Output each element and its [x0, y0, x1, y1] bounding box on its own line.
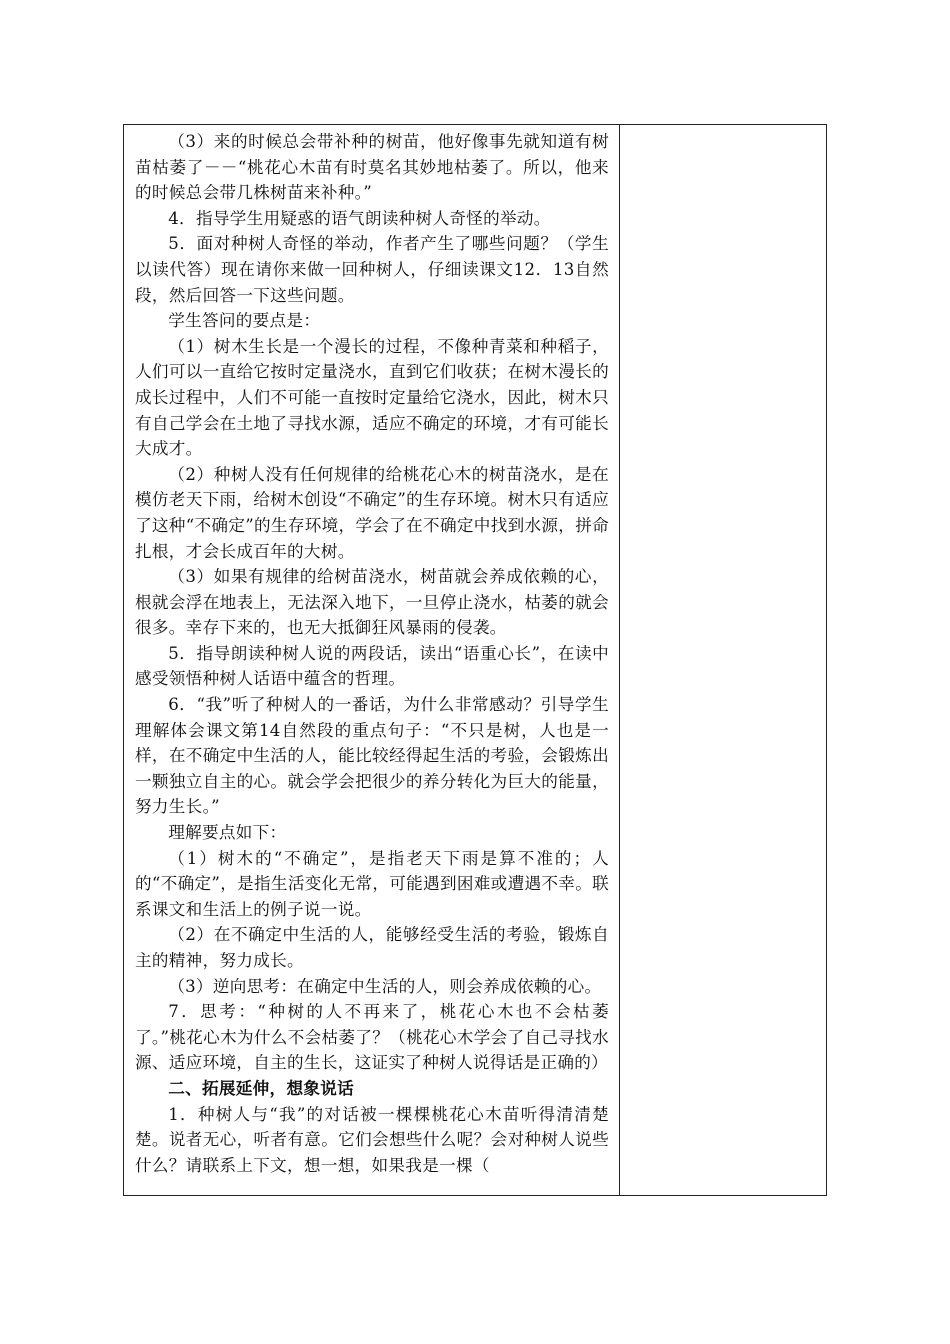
paragraph: （2）在不确定中生活的人，能够经受生活的考验，锻炼自主的精神，努力成长。	[135, 925, 609, 970]
paragraph: （1）树木的“不确定”，是指老天下雨是算不准的；人的“不确定”，是指生活变化无常，可能遇到困难或遭遇不幸。联系课文和生活上的例子说一说。	[135, 848, 609, 919]
lesson-content-cell	[124, 125, 619, 1195]
section-heading: 二、拓展延伸，想象说话	[168, 1077, 355, 1098]
paragraph: （1）树木生长是一个漫长的过程，不像种青菜和种稻子，人们可以一直给它按时定量浇水，直到它们收获；在树木漫长的成长过程中，人们不可能一直按时定量给它浇水，因此，树木只有自己学会在土地了寻找水源，适应不确定的环境，才有可能长大成才。	[135, 336, 609, 459]
paragraph: （3）如果有规律的给树苗浇水，树苗就会养成依赖的心，根就会浮在地表上，无法深入地下，一旦停止浇水，枯萎的就会很多。幸存下来的，也无大抵御狂风暴雨的侵袭。	[135, 567, 609, 638]
paragraph: 5．面对种树人奇怪的举动，作者产生了哪些问题？（学生以读代答）现在请你来做一回种树人，仔细读课文12．13自然段，然后回答一下这些问题。	[135, 234, 609, 305]
paragraph: 7．思考：“种树的人不再来了，桃花心木也不会枯萎了。”桃花心木为什么不会枯萎了？（桃花心木学会了自己寻找水源、适应环境，自主的生长，这证实了种树人说得话是正确的）	[135, 1002, 609, 1073]
paragraph: （2）种树人没有任何规律的给桃花心木的树苗浇水，是在模仿老天下雨，给树木创设“不确定”的生存环境。树木只有适应了这种“不确定”的生存环境，学会了在不确定中找到水源，拼命扎根，才会长成百年的大树。	[135, 464, 609, 561]
paragraph: 1．种树人与“我”的对话被一棵棵桃花心木苗听得清清楚楚。说者无心，听者有意。它们会想些什么呢？会对种树人说些什么？请联系上下文，想一想，如果我是一棵（	[135, 1104, 609, 1175]
paragraph: （3）来的时候总会带补种的树苗，他好像事先就知道有树苗枯萎了－－“桃花心木苗有时莫名其妙地枯萎了。所以，他来的时候总会带几株树苗来补种。”	[135, 132, 609, 203]
paragraph: （3）逆向思考：在确定中生活的人，则会养成依赖的心。	[168, 976, 602, 996]
notes-cell	[620, 125, 826, 1195]
lesson-table	[123, 124, 827, 1196]
paragraph: 学生答问的要点是：	[168, 311, 321, 331]
lesson-text	[135, 129, 609, 1178]
paragraph: 理解要点如下：	[168, 823, 287, 843]
paragraph: 4．指导学生用疑惑的语气朗读种树人奇怪的举动。	[168, 208, 551, 228]
paragraph: 5．指导朗读种树人说的两段话，读出“语重心长”，在读中感受领悟种树人话语中蕴含的哲理。	[135, 643, 609, 689]
paragraph: 6．“我”听了种树人的一番话，为什么非常感动？引导学生理解体会课文第14自然段的重点句子：“不只是树，人也是一样，在不确定中生活的人，能比较经得起生活的考验，会锻炼出一颗独立自主的心。就会学会把很少的养分转化为巨大的能量，努力生长。”	[135, 695, 609, 817]
